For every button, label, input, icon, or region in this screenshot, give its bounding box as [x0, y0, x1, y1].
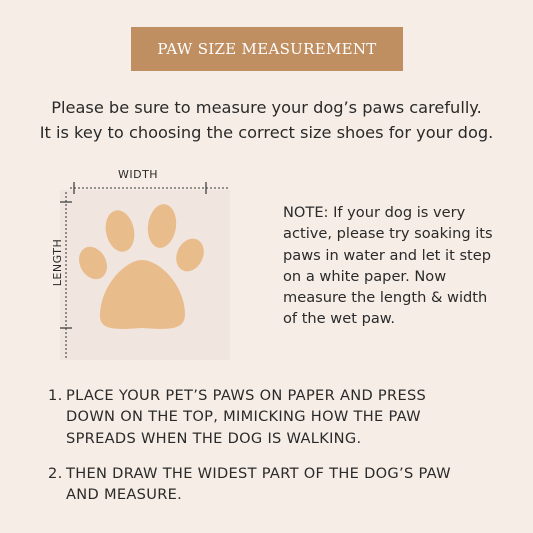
- step-text: [66, 385, 426, 449]
- step-item: [48, 463, 518, 506]
- measurement-guides: [40, 168, 250, 368]
- paw-diagram: [40, 168, 250, 368]
- step-line: DOWN ON THE TOP, MIMICKING HOW THE PAW: [66, 408, 421, 426]
- step-item: [48, 385, 518, 449]
- intro-line: Please be sure to measure your dog’s paws carefully.: [51, 98, 482, 117]
- step-number: 2.: [48, 464, 63, 482]
- note-line: on a white paper. Now: [283, 267, 447, 285]
- step-number: 1.: [48, 387, 63, 404]
- instruction-steps: [48, 385, 518, 519]
- note-line: of the wet paw.: [283, 310, 396, 328]
- title-banner: [131, 27, 403, 71]
- length-label: LENGTH: [51, 238, 65, 287]
- step-line: THEN DRAW THE WIDEST PART OF THE DOG’S PAW: [66, 464, 451, 482]
- note-text: [283, 202, 503, 330]
- note-line: measure the length & width: [283, 289, 488, 307]
- note-line: active, please try soaking its: [283, 225, 493, 243]
- step-line: PLACE YOUR PET’S PAWS ON PAPER AND PRESS: [66, 387, 427, 404]
- intro-line: It is key to choosing the correct size shoes for your dog.: [39, 123, 494, 142]
- step-line: SPREADS WHEN THE DOG IS WALKING.: [66, 429, 362, 447]
- intro-text: [0, 95, 533, 145]
- step-text: [66, 463, 451, 506]
- width-label: WIDTH: [118, 168, 159, 181]
- step-line: AND MEASURE.: [66, 486, 183, 504]
- note-line: NOTE: If your dog is very: [283, 204, 466, 221]
- note-line: paws in water and let it step: [283, 246, 492, 264]
- page-title: PAW SIZE MEASUREMENT: [157, 40, 377, 58]
